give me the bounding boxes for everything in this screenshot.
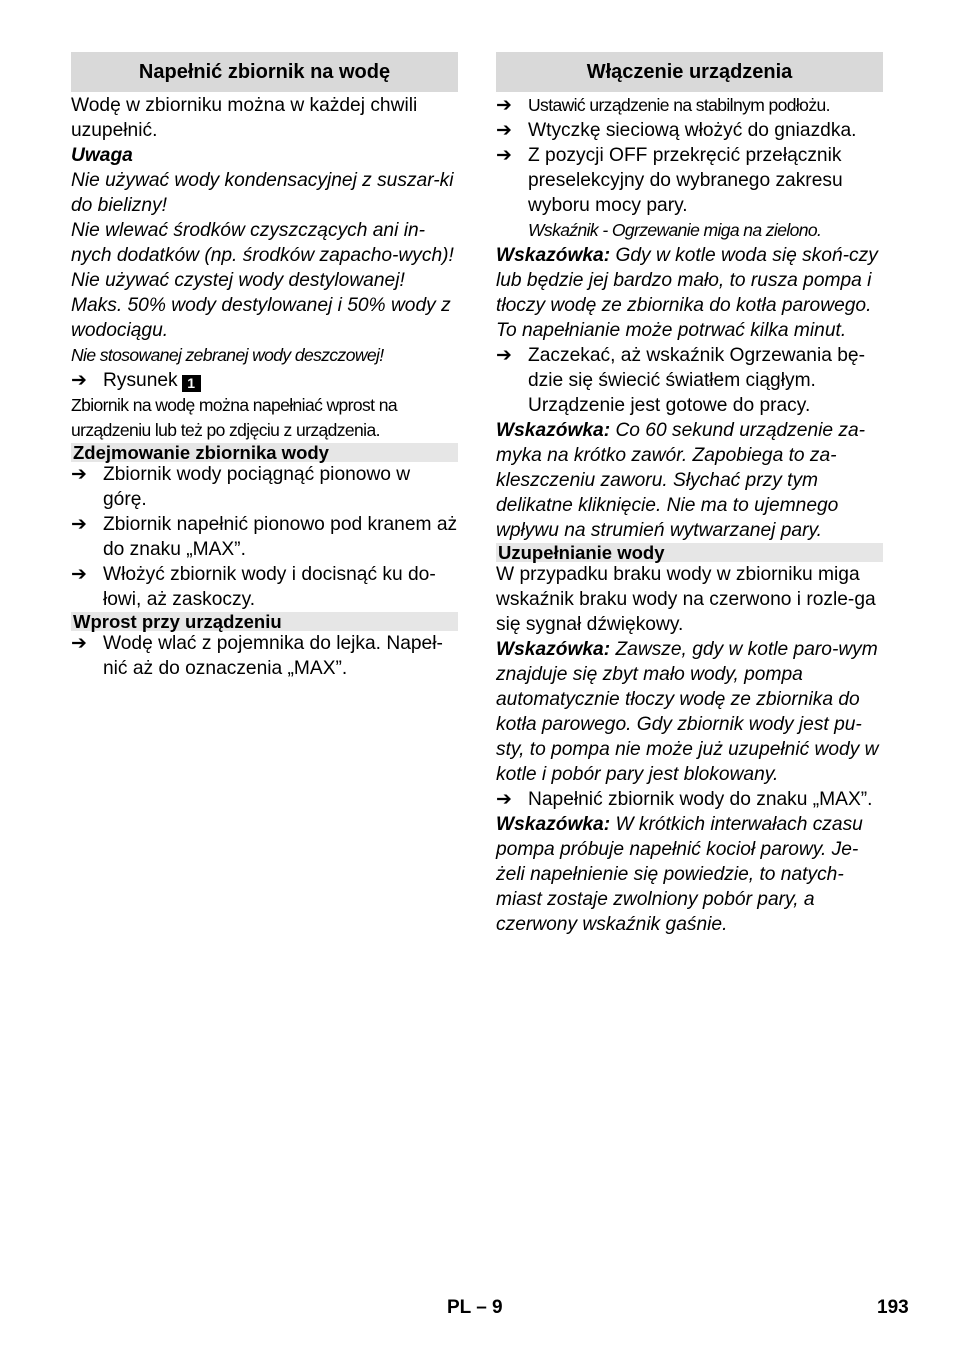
arrow-right-icon: ➔ xyxy=(71,464,87,485)
caution-line: Nie wlewać środków czyszczących ani in-nych dodatków (np. środków zapacho-wych)! xyxy=(71,220,454,266)
arrow-right-icon: ➔ xyxy=(71,564,87,585)
note-text: Zawsze, gdy w kotle paro-wym znajduje się zbyt mało wody, pompa automatycznie tłoczy wodę ze zbiornika do kotła parowego. Gdy zbiornik wody jest pu-sty, to pompa nie może już uzupełnić wody w kotle i pobór pary jest blokowany. xyxy=(496,639,879,785)
right-column xyxy=(496,52,883,937)
arrow-right-icon: ➔ xyxy=(71,633,87,654)
list-item xyxy=(496,93,883,118)
arrow-right-icon: ➔ xyxy=(496,789,512,810)
step-text: Wodę wlać z pojemnika do lejka. Napeł-nić aż do oznaczenia „MAX”. xyxy=(103,633,443,679)
left-column xyxy=(71,52,458,681)
note-paragraph xyxy=(496,812,883,937)
step-text: Zaczekać, aż wskaźnik Ogrzewania bę-dzie się świecić światłem ciągłym. xyxy=(528,345,865,391)
note-label: Wskazówka: xyxy=(496,420,611,441)
caution-line: Nie używać wody kondensacyjnej z suszar-ki do bielizny! xyxy=(71,170,454,216)
figure-step xyxy=(71,368,458,393)
refill-text: W przypadku braku wody w zbiorniku miga wskaźnik braku wody na czerwono i rozle-ga się sygnał dźwiękowy. xyxy=(496,564,876,635)
note-label: Wskazówka: xyxy=(496,639,611,660)
step-text: Ustawić urządzenie na stabilnym podłożu. xyxy=(528,95,830,115)
list-item xyxy=(71,562,458,612)
subheading-direct-fill: Wprost przy urządzeniu xyxy=(71,612,458,631)
note-paragraph xyxy=(496,243,883,343)
section-heading-fill-tank: Napełnić zbiornik na wodę xyxy=(71,52,458,92)
arrow-right-icon: ➔ xyxy=(71,370,87,391)
step-text: Wtyczkę sieciową włożyć do gniazdka. xyxy=(528,120,857,141)
section-heading-switch-on: Włączenie urządzenia xyxy=(496,52,883,92)
arrow-right-icon: ➔ xyxy=(496,345,512,366)
note-text: Co 60 sekund urządzenie za-myka na krótko zawór. Zapobiega to za-kleszczeniu zaworu. Słychać przy tym delikatne kliknięcie. Nie ma to ujemnego wpływu na strumień wytwarzanej pary. xyxy=(496,420,866,541)
caution-line: Nie używać czystej wody destylowanej! Maks. 50% wody destylowanej i 50% wody z wodociągu. xyxy=(71,270,451,341)
list-item xyxy=(496,343,883,393)
note-text: Gdy w kotle woda się skoń-czy lub będzie jej bardzo mało, to rusza pompa i tłoczy wodę ze zbiornika do kotła parowego. To napełnianie może potrwać kilka minut. xyxy=(496,245,878,341)
subheading-refill-water: Uzupełnianie wody xyxy=(496,543,883,562)
list-item xyxy=(71,512,458,562)
step-text: Włożyć zbiornik wody i docisnąć ku do-łowi, aż zaskoczy. xyxy=(103,564,436,610)
page-number: 193 xyxy=(877,1297,909,1318)
step-text: Zbiornik wody pociągnąć pionowo w górę. xyxy=(103,464,411,510)
list-item xyxy=(496,118,883,143)
step-text: Napełnić zbiornik wody do znaku „MAX”. xyxy=(528,789,873,810)
list-item xyxy=(496,787,883,812)
intro-text: Wodę w zbiorniku można w każdej chwili uzupełnić. xyxy=(71,95,418,141)
ready-text: Urządzenie jest gotowe do pracy. xyxy=(528,395,811,416)
indicator-note: Wskaźnik - Ogrzewanie miga na zielono. xyxy=(528,220,822,240)
note-text: W krótkich interwałach czasu pompa próbuje napełnić kocioł parowy. Je-żeli napełnienie się powiedzie, to natych-miast zostaje zwolniony pobór pary, a czerwony wskaźnik gaśnie. xyxy=(496,814,863,935)
step-text: Z pozycji OFF przekręcić przełącznik preselekcyjny do wybranego zakresu wyboru mocy pary. xyxy=(528,145,843,216)
note-label: Wskazówka: xyxy=(496,245,611,266)
list-item xyxy=(496,143,883,218)
arrow-right-icon: ➔ xyxy=(496,120,512,141)
list-item xyxy=(71,631,458,681)
step-text: Zbiornik napełnić pionowo pod kranem aż do znaku „MAX”. xyxy=(103,514,458,560)
list-item xyxy=(71,462,458,512)
arrow-right-icon: ➔ xyxy=(496,95,512,116)
note-paragraph xyxy=(496,418,883,543)
figure-number-badge: 1 xyxy=(182,375,201,392)
fill-note: Zbiornik na wodę można napełniać wprost na urządzeniu lub też po zdjęciu z urządzenia. xyxy=(71,395,397,440)
subheading-remove-tank: Zdejmowanie zbiornika wody xyxy=(71,443,458,462)
arrow-right-icon: ➔ xyxy=(71,514,87,535)
note-paragraph xyxy=(496,637,883,787)
note-label: Wskazówka: xyxy=(496,814,611,835)
caution-label: Uwaga xyxy=(71,145,133,166)
footer-section-label: PL – 9 xyxy=(447,1297,503,1318)
rain-water-note: Nie stosowanej zebranej wody deszczowej! xyxy=(71,345,384,365)
figure-label: Rysunek xyxy=(103,370,178,391)
arrow-right-icon: ➔ xyxy=(496,145,512,166)
